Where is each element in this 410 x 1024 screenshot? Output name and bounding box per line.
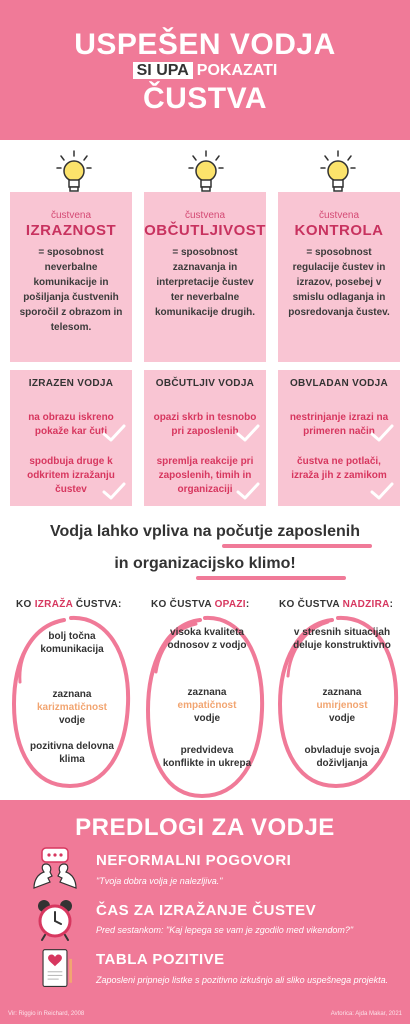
perception-label: zaznana (52, 689, 92, 700)
example-heading: OBČUTLJIV VODJA (155, 378, 255, 389)
column-heading-opazi (151, 599, 250, 610)
checkmark-icon (236, 482, 260, 500)
perception-label: zaznana (187, 687, 227, 698)
title-line-2-rest: POKAZATI (196, 62, 278, 79)
definition-card-obcutljivost (144, 192, 266, 362)
heading-prefix: KO ČUSTVA (151, 599, 215, 610)
lightbulb-icon (56, 150, 92, 196)
tip-description: "Tvoja dobra volja je nalezljiva." (96, 876, 223, 886)
example-card-obvladan (278, 370, 400, 506)
effect-text: pozitivna delovna klima (30, 741, 114, 765)
column-heading-izraza (16, 599, 122, 610)
perception-tail: vodje (193, 713, 221, 724)
title-line-3: ČUSTVA (142, 82, 268, 115)
example-item: spremlja reakcije pri zaposlenih, timih in organizaciji (156, 456, 254, 495)
checkmark-icon (102, 424, 126, 442)
tip-description: Pred sestankom: "Kaj lepega se vam je zgodilo med vikendom?" (96, 925, 354, 935)
example-card-obcutljiv (144, 370, 266, 506)
effect-text: bolj točna komunikacija (40, 631, 104, 655)
heading-accent: IZRAŽA (34, 599, 73, 610)
heading-prefix: KO (16, 599, 35, 610)
heading-accent: OPAZI (214, 599, 246, 610)
tip-description: Zaposleni pripnejo listke s pozitivno izkušnjo ali sliko uspešnega projekta. (96, 975, 389, 985)
effect-text: obvladuje svoja doživljanja (304, 745, 380, 769)
title-highlight: SI UPA (133, 62, 193, 79)
checkmark-icon (236, 424, 260, 442)
definition-prefix: čustvena (184, 210, 226, 221)
definition-term: IZRAZNOST (25, 222, 117, 239)
perception-tail: vodje (328, 713, 356, 724)
heading-suffix: : (389, 599, 394, 610)
perception-accent: empatičnost (177, 700, 237, 711)
example-item: nestrinjanje izrazi na primeren način (289, 412, 389, 437)
perception-accent: karizmatičnost (36, 702, 108, 713)
definition-text: = sposobnost zaznavanja in interpretacije čustev ter neverbalne komunikacije drugih. (154, 247, 256, 318)
heading-accent: NADZIRA (342, 599, 390, 610)
heading-suffix: : (245, 599, 250, 610)
column-heading-nadzira (279, 599, 393, 610)
definition-text: = sposobnost neverbalne komunikacije in pošiljanja čustvenih sporočil z obrazom in telesom. (19, 247, 123, 333)
effect-text: v stresnih situacijah deluje konstruktivno (293, 627, 391, 651)
example-item: na obrazu iskreno pokaže kar čuti (28, 412, 114, 437)
conversation-icon (30, 846, 80, 892)
example-item: spodbuja druge k odkritem izražanju čustev (27, 456, 115, 495)
definition-prefix: čustvena (50, 210, 92, 221)
checkmark-icon (102, 482, 126, 500)
checkmark-icon (370, 482, 394, 500)
effect-text: visoka kvaliteta odnosov z vodjo (167, 627, 247, 651)
highlight-underline (196, 576, 346, 580)
definition-term: OBČUTLJIVOST (144, 222, 266, 239)
effect-perception (292, 686, 392, 725)
lightbulb-icon (320, 150, 356, 196)
effect-perception (160, 686, 254, 725)
tip-title: ČAS ZA IZRAŽANJE ČUSTEV (96, 902, 317, 919)
heading-prefix: KO ČUSTVA (279, 599, 343, 610)
definition-card-kontrola (278, 192, 400, 362)
example-item: opazi skrb in tesnobo pri zaposlenih (153, 412, 257, 437)
example-card-izrazen (10, 370, 132, 506)
lightbulb-icon (188, 150, 224, 196)
perception-label: zaznana (322, 687, 362, 698)
author-credit: Avtorica: Ajda Makar, 2021 (330, 1011, 402, 1017)
highlight-underline (222, 544, 372, 548)
heading-suffix: ČUSTVA: (72, 599, 122, 610)
example-item: čustva ne potlači, izraža jih z zamikom (291, 456, 387, 481)
example-heading: OBVLADAN VODJA (289, 378, 389, 389)
perception-accent: umirjenost (316, 700, 368, 711)
statement-line-1: Vodja lahko vpliva na počutje zaposlenih (50, 523, 360, 540)
perception-tail: vodje (58, 715, 86, 726)
source-credit: Vir: Riggio in Reichard, 2008 (8, 1011, 85, 1017)
footer-title: PREDLOGI ZA VODJE (75, 814, 335, 841)
definition-card-izraznost (10, 192, 132, 362)
definition-text: = sposobnost regulacije čustev in izrazov, posebej v smislu odlaganja in posredovanja čustev. (288, 247, 390, 318)
checkmark-icon (370, 424, 394, 442)
note-heart-icon (30, 946, 80, 992)
tip-title: NEFORMALNI POGOVORI (96, 852, 292, 869)
effect-perception (22, 688, 122, 727)
tip-title: TABLA POZITIVE (96, 951, 225, 968)
example-heading: IZRAZEN VODJA (28, 378, 114, 389)
title-line-2 (0, 62, 410, 80)
definition-term: KONTROLA (294, 222, 384, 239)
statement-line-2: in organizacijsko klimo! (114, 555, 296, 572)
alarm-clock-icon (30, 896, 80, 942)
definition-prefix: čustvena (318, 210, 360, 221)
effect-text: predvideva konflikte in ukrepa (162, 745, 252, 769)
title-line-1: USPEŠEN VODJA (74, 28, 336, 61)
